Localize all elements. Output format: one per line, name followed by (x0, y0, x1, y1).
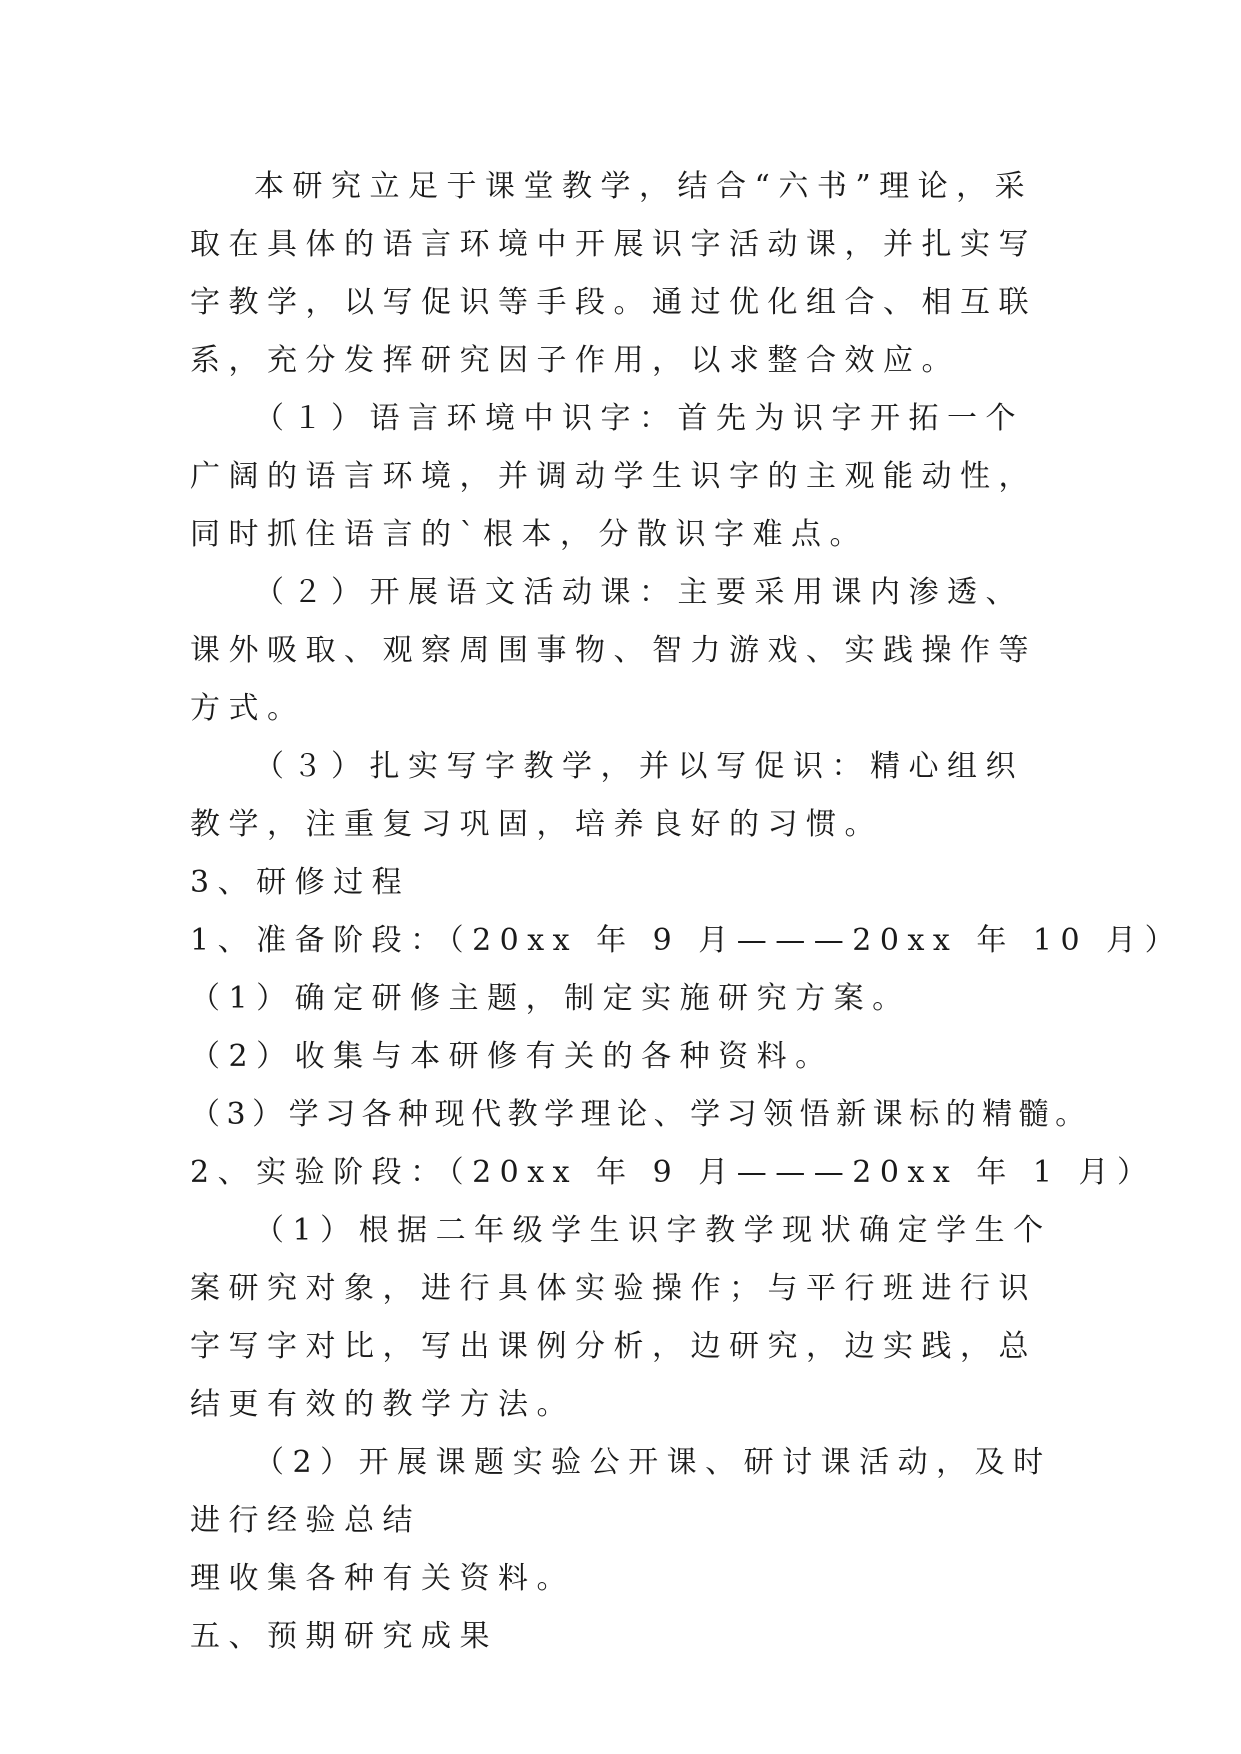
paragraph-item-3: （３）扎实写字教学，并以写促识：精心组织教学，注重复习巩固，培养良好的习惯。 (190, 749, 1024, 842)
prep-item-2: （2）收集与本研修有关的各种资料。 (190, 1039, 834, 1074)
paragraph-item-2: （２）开展语文活动课：主要采用课内渗透、课外吸取、观察周围事物、智力游戏、实践操作等方式。 (190, 575, 1037, 726)
document-body (190, 158, 1184, 1666)
experiment-item-1: （1）根据二年级学生识字教学现状确定学生个案研究对象，进行具体实验操作；与平行班进行识字写字对比，写出课例分析，边研究，边实践，总结更有效的教学方法。 (190, 1213, 1052, 1422)
stage-heading-preparation: 1、准备阶段：（20xx 年 9 月———20xx 年 10 月） (190, 923, 1184, 958)
section-heading-process: 3、研修过程 (190, 865, 411, 900)
paragraph-item-1: （１）语言环境中识字：首先为识字开拓一个广阔的语言环境，并调动学生识字的主观能动性，同时抓住语言的`根本，分散识字难点。 (190, 401, 1037, 552)
experiment-item-2: （2）开展课题实验公开课、研讨课活动，及时进行经验总结 (190, 1445, 1052, 1538)
prep-item-1: （1）确定研修主题，制定实施研究方案。 (190, 981, 911, 1016)
section-heading-outcomes: 五、预期研究成果 (190, 1619, 498, 1654)
paragraph-intro: 本研究立足于课堂教学，结合“六书”理论，采取在具体的语言环境中开展识字活动课，并扎实写字教学，以写促识等手段。通过优化组合、相互联系，充分发挥研究因子作用，以求整合效应。 (190, 169, 1037, 378)
collection-line: 理收集各种有关资料。 (190, 1561, 575, 1596)
stage-heading-experiment: 2、实验阶段：（20xx 年 9 月———20xx 年 1 月） (190, 1155, 1156, 1190)
prep-item-3: （3）学习各种现代教学理论、学习领悟新课标的精髓。 (190, 1097, 1092, 1132)
